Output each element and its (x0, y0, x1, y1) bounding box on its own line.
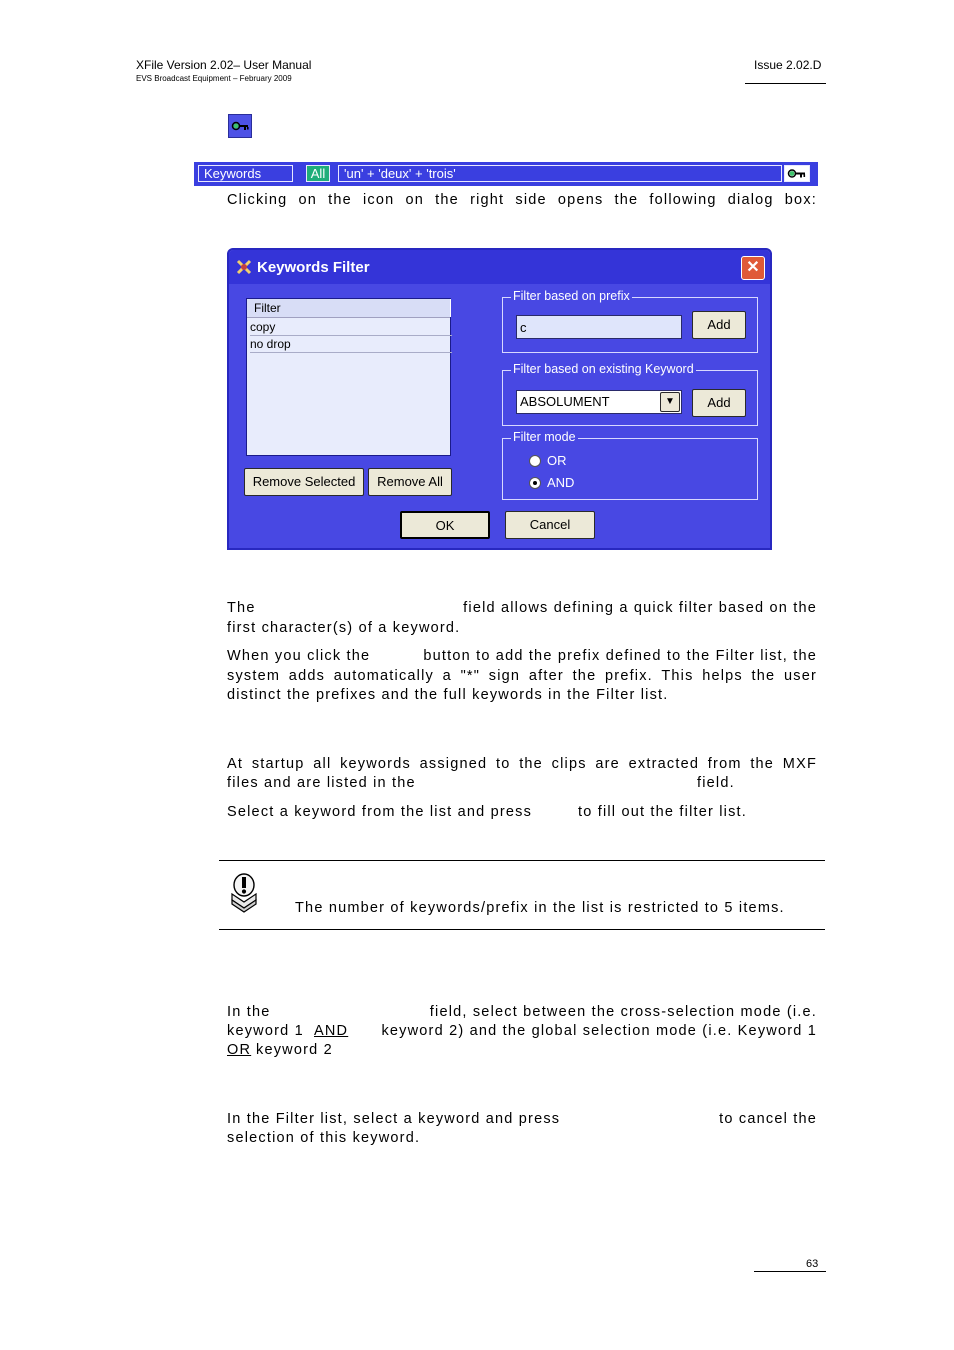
dialog-titlebar (229, 250, 770, 284)
footer-rule (754, 1271, 826, 1272)
paragraph-mode-line3: OR keyword 2 (227, 1042, 333, 1058)
list-item[interactable]: no drop (250, 336, 452, 353)
paragraph-prefix-line1: The field allows defining a quick filter based on the (227, 600, 817, 616)
keywords-filter-button[interactable] (784, 165, 810, 182)
remove-selected-button[interactable]: Remove Selected (244, 468, 364, 496)
paragraph-startup-line1: At startup all keywords assigned to the clips are extracted from the MXF (227, 756, 817, 772)
ok-button[interactable]: OK (400, 511, 490, 539)
dialog-title: Keywords Filter (257, 259, 370, 276)
paragraph-add-line1: When you click the button to add the prefix defined to the Filter list, the (227, 648, 817, 664)
and-radio[interactable] (529, 477, 541, 489)
filter-list[interactable] (246, 298, 451, 456)
keyword-select-value: ABSOLUMENT (520, 394, 610, 409)
paragraph-remove-line2: selection of this keyword. (227, 1130, 421, 1146)
add-keyword-button[interactable]: Add (692, 389, 746, 417)
keyword-select[interactable] (516, 390, 682, 414)
header-rule (745, 83, 826, 84)
key-icon (228, 114, 252, 138)
note-icon (228, 872, 260, 914)
filter-mode-group-label: Filter mode (513, 430, 576, 444)
paragraph-remove-line1: In the Filter list, select a keyword and press to cancel the (227, 1111, 817, 1127)
note-text: The number of keywords/prefix in the list is restricted to 5 items. (295, 900, 785, 916)
cancel-button[interactable]: Cancel (505, 511, 595, 539)
or-radio[interactable] (529, 455, 541, 467)
all-button[interactable]: All (306, 165, 330, 182)
note-top-rule (219, 860, 825, 861)
paragraph-mode-line1: In the field, select between the cross-selection mode (i.e. (227, 1004, 817, 1020)
list-item[interactable]: copy (250, 319, 452, 336)
remove-all-button[interactable]: Remove All (368, 468, 452, 496)
add-prefix-button[interactable]: Add (692, 311, 746, 339)
close-button[interactable]: ✕ (741, 256, 765, 280)
filter-list-header (247, 299, 450, 318)
keywords-value-field[interactable]: 'un' + 'deux' + 'trois' (338, 165, 782, 182)
note-bottom-rule (219, 929, 825, 930)
prefix-input[interactable]: c (516, 315, 682, 339)
prefix-group-label: Filter based on prefix (513, 289, 630, 303)
paragraph-startup-line2: files and are listed in the field. (227, 775, 735, 791)
paragraph-prefix-line2: first character(s) of a keyword. (227, 620, 461, 636)
chevron-down-icon[interactable]: ▼ (660, 392, 680, 412)
filter-mode-group (502, 430, 758, 500)
keywords-label: Keywords (198, 165, 293, 182)
existing-keyword-group (502, 362, 758, 426)
or-radio-label: OR (547, 453, 567, 468)
issue-number: Issue 2.02.D (754, 58, 822, 72)
existing-keyword-group-label: Filter based on existing Keyword (513, 362, 694, 376)
page-number: 63 (806, 1258, 819, 1270)
and-radio-label: AND (547, 475, 575, 490)
manual-subtitle: EVS Broadcast Equipment – February 2009 (136, 74, 292, 83)
keywords-filter-dialog (227, 248, 772, 550)
prefix-group (502, 289, 758, 353)
filter-column-label: Filter (254, 301, 281, 315)
key-icon (785, 166, 809, 181)
paragraph-add-line3: distinct the prefixes and the full keywords in the Filter list. (227, 687, 669, 703)
intro-text: Clicking on the icon on the right side opens the following dialog box: (227, 192, 817, 208)
paragraph-add-line2: system adds automatically a "*" sign after the prefix. This helps the user (227, 668, 817, 684)
paragraph-mode-line2: keyword 1 AND keyword 2) and the global selection mode (i.e. Keyword 1 (227, 1023, 817, 1039)
keywords-bar (194, 162, 818, 186)
app-icon (236, 259, 252, 275)
manual-title: XFile Version 2.02– User Manual (136, 58, 312, 72)
paragraph-select: Select a keyword from the list and press to fill out the filter list. (227, 804, 747, 820)
